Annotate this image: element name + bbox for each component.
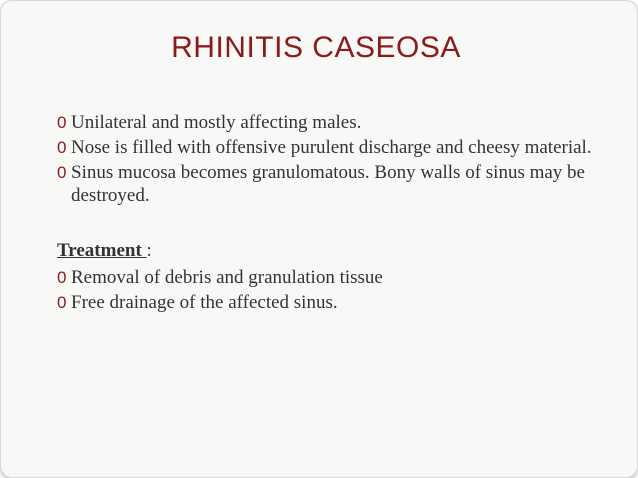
bullet-item [57, 136, 617, 159]
bullet-marker-icon: 0 [57, 163, 67, 182]
bullet-marker-icon: 0 [57, 268, 67, 287]
treatment-text: Removal of debris and granulation tissue [71, 267, 383, 288]
slide-body [57, 111, 617, 316]
bullet-marker-icon: 0 [57, 138, 67, 157]
bullet-item [57, 111, 617, 134]
bullet-text: Unilateral and mostly affecting males. [71, 112, 362, 133]
slide-title: RHINITIS CASEOSA [171, 31, 461, 64]
treatment-item [57, 266, 617, 289]
treatment-colon: : [146, 240, 152, 261]
section-gap [57, 209, 617, 239]
bullet-item [57, 161, 617, 207]
bullet-marker-icon: 0 [57, 293, 67, 312]
treatment-text: Free drainage of the affected sinus. [71, 292, 338, 313]
treatment-label: Treatment [57, 240, 147, 261]
treatment-heading [57, 239, 617, 262]
treatment-item [57, 291, 617, 314]
bullet-text: Nose is filled with offensive purulent discharge and cheesy material. [71, 137, 592, 158]
bullet-text: Sinus mucosa becomes granulomatous. Bony walls of sinus may be destroyed. [71, 162, 585, 206]
bullet-marker-icon: 0 [57, 113, 67, 132]
